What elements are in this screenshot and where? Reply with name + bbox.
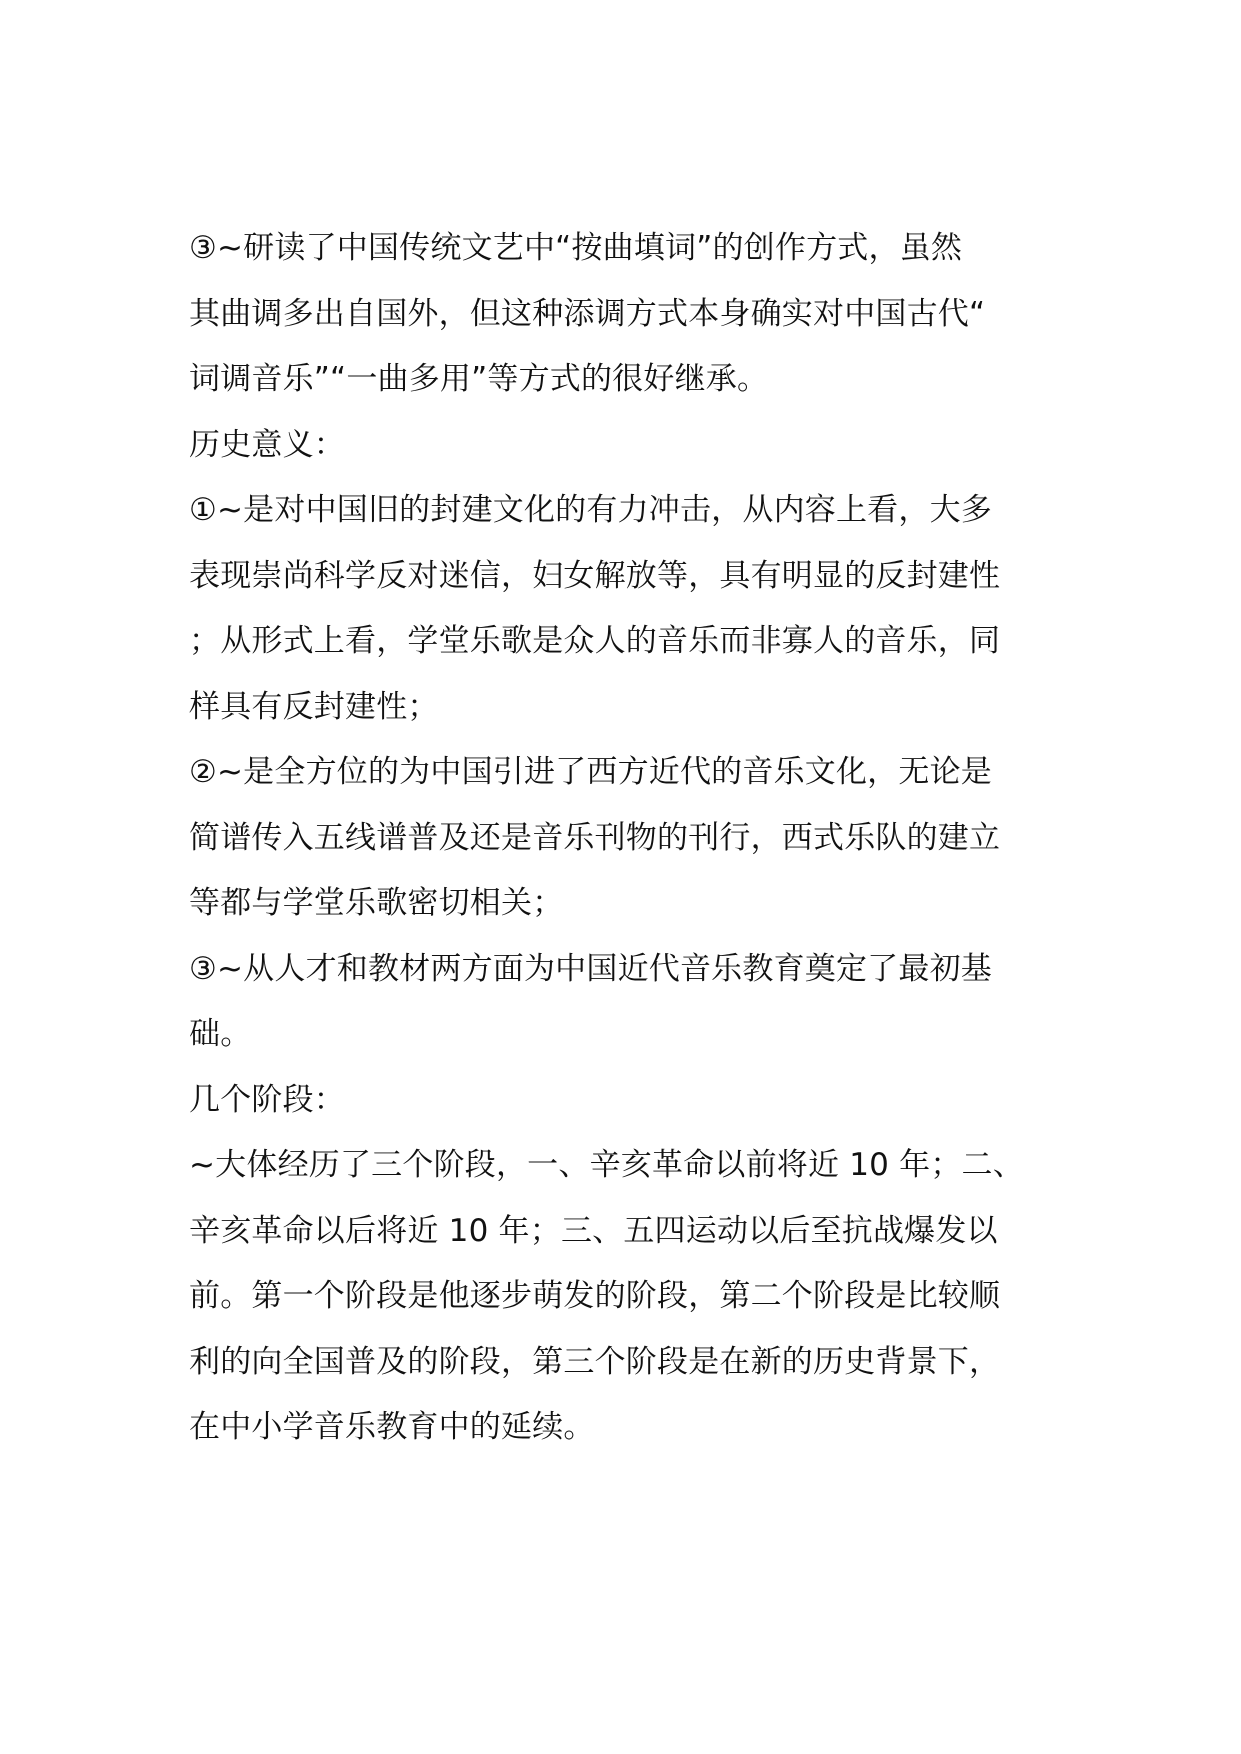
section-heading-historical-significance: 历史意义： <box>189 426 345 463</box>
text-line: ③~研读了中国传统文艺中“按曲填词”的创作方式，虽然 <box>189 230 963 266</box>
text-line: 利的向全国普及的阶段，第三个阶段是在新的历史背景下， <box>189 1343 1001 1380</box>
text-line: 础。 <box>189 1016 252 1052</box>
text-line: 前。第一个阶段是他逐步萌发的阶段，第二个阶段是比较顺 <box>189 1278 1001 1314</box>
text-line: 其曲调多出自国外，但这种添调方式本身确实对中国古代“ <box>189 295 986 332</box>
text-line: ①~是对中国旧的封建文化的有力冲击，从内容上看，大多 <box>189 492 992 528</box>
text-line: ②~是全方位的为中国引进了西方近代的音乐文化，无论是 <box>189 754 992 790</box>
text-line: ~大体经历了三个阶段，一、辛亥革命以前将近 10 年；二、 <box>189 1147 1024 1183</box>
text-line: 词调音乐”“一曲多用”等方式的很好继承。 <box>189 361 769 397</box>
section-heading-stages: 几个阶段： <box>189 1081 345 1118</box>
text-line: 等都与学堂乐歌密切相关； <box>189 885 564 921</box>
document-body <box>189 216 1059 1461</box>
text-line: 辛亥革命以后将近 10 年；三、五四运动以后至抗战爆发以 <box>189 1212 998 1249</box>
text-line: 在中小学音乐教育中的延续。 <box>189 1409 595 1445</box>
text-line: 表现崇尚科学反对迷信，妇女解放等，具有明显的反封建性 <box>189 557 1001 594</box>
text-line: ③~从人才和教材两方面为中国近代音乐教育奠定了最初基 <box>189 950 992 987</box>
text-line: 简谱传入五线谱普及还是音乐刊物的刊行，西式乐队的建立 <box>189 819 1001 856</box>
text-line: ；从形式上看，学堂乐歌是众人的音乐而非寡人的音乐，同 <box>189 623 1001 659</box>
text-line: 样具有反封建性； <box>189 688 439 725</box>
